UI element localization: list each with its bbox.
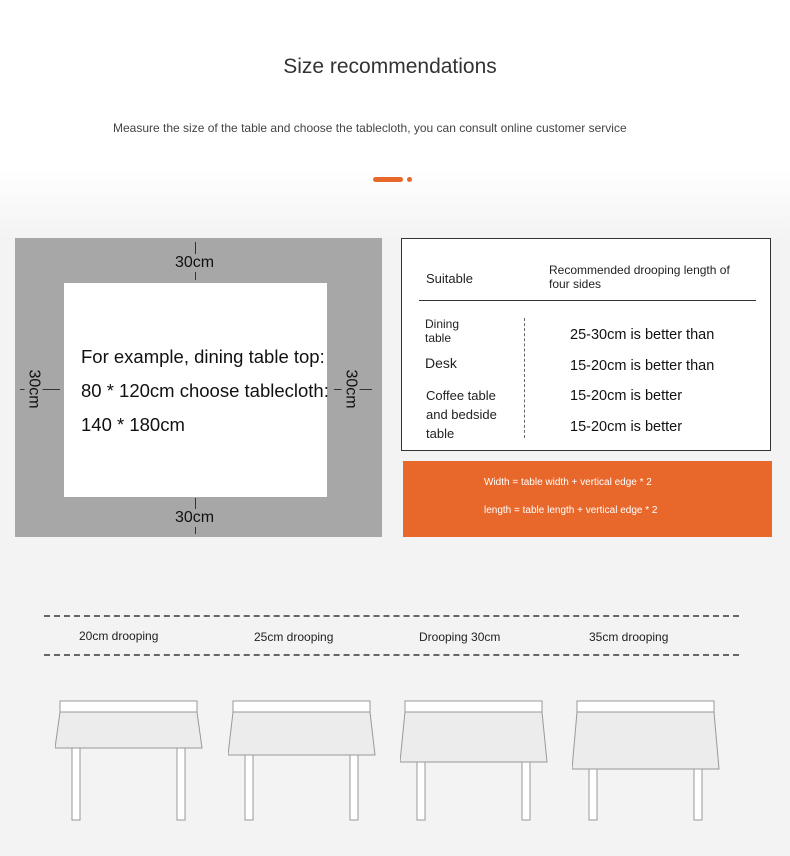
dashed-line-top: [44, 615, 739, 617]
column-divider: [524, 318, 525, 438]
row-value-dining: 25-30cm is better than: [570, 327, 715, 343]
row-value-bedside: 15-20cm is better: [570, 419, 683, 435]
table-illustration-30: [400, 698, 550, 823]
accent-divider: [373, 177, 403, 182]
example-text: For example, dining table top: 80 * 120cm choose tablecloth: 140 * 180cm: [81, 346, 329, 435]
header-divider: [419, 300, 756, 301]
row-value-desk: 15-20cm is better than: [570, 358, 715, 374]
row-type-coffee: Coffee table and bedside table: [426, 388, 497, 441]
formula-width: Width = table width + vertical edge * 2: [484, 477, 652, 488]
left-dimension: 30cm: [25, 369, 43, 409]
table-illustration-20: [55, 698, 205, 823]
table-illustration-35: [572, 698, 722, 823]
drooping-label-25: 25cm drooping: [254, 630, 334, 644]
drooping-label-20: 20cm drooping: [79, 629, 159, 643]
drooping-label-35: 35cm drooping: [589, 630, 669, 644]
table-illustration-25: [228, 698, 378, 823]
row-type-dining: Dining table: [425, 317, 460, 345]
bottom-dimension: 30cm: [175, 509, 215, 526]
top-dimension: 30cm: [175, 254, 215, 271]
page-subtitle: Measure the size of the table and choose the tablecloth, you can consult online customer service: [113, 121, 627, 135]
page-title: Size recommendations: [283, 55, 497, 78]
row-value-coffee: 15-20cm is better: [570, 388, 683, 404]
dashed-line-bottom: [44, 654, 739, 656]
header-recommended: Recommended drooping length of four sides: [549, 263, 730, 291]
accent-dot: [407, 177, 412, 182]
header-suitable: Suitable: [426, 271, 473, 286]
formula-length: length = table length + vertical edge * 2: [484, 505, 658, 516]
drooping-label-30: Drooping 30cm: [419, 630, 501, 644]
row-type-desk: Desk: [425, 355, 457, 371]
right-dimension: 30cm: [342, 369, 360, 409]
formula-box: [403, 461, 772, 537]
